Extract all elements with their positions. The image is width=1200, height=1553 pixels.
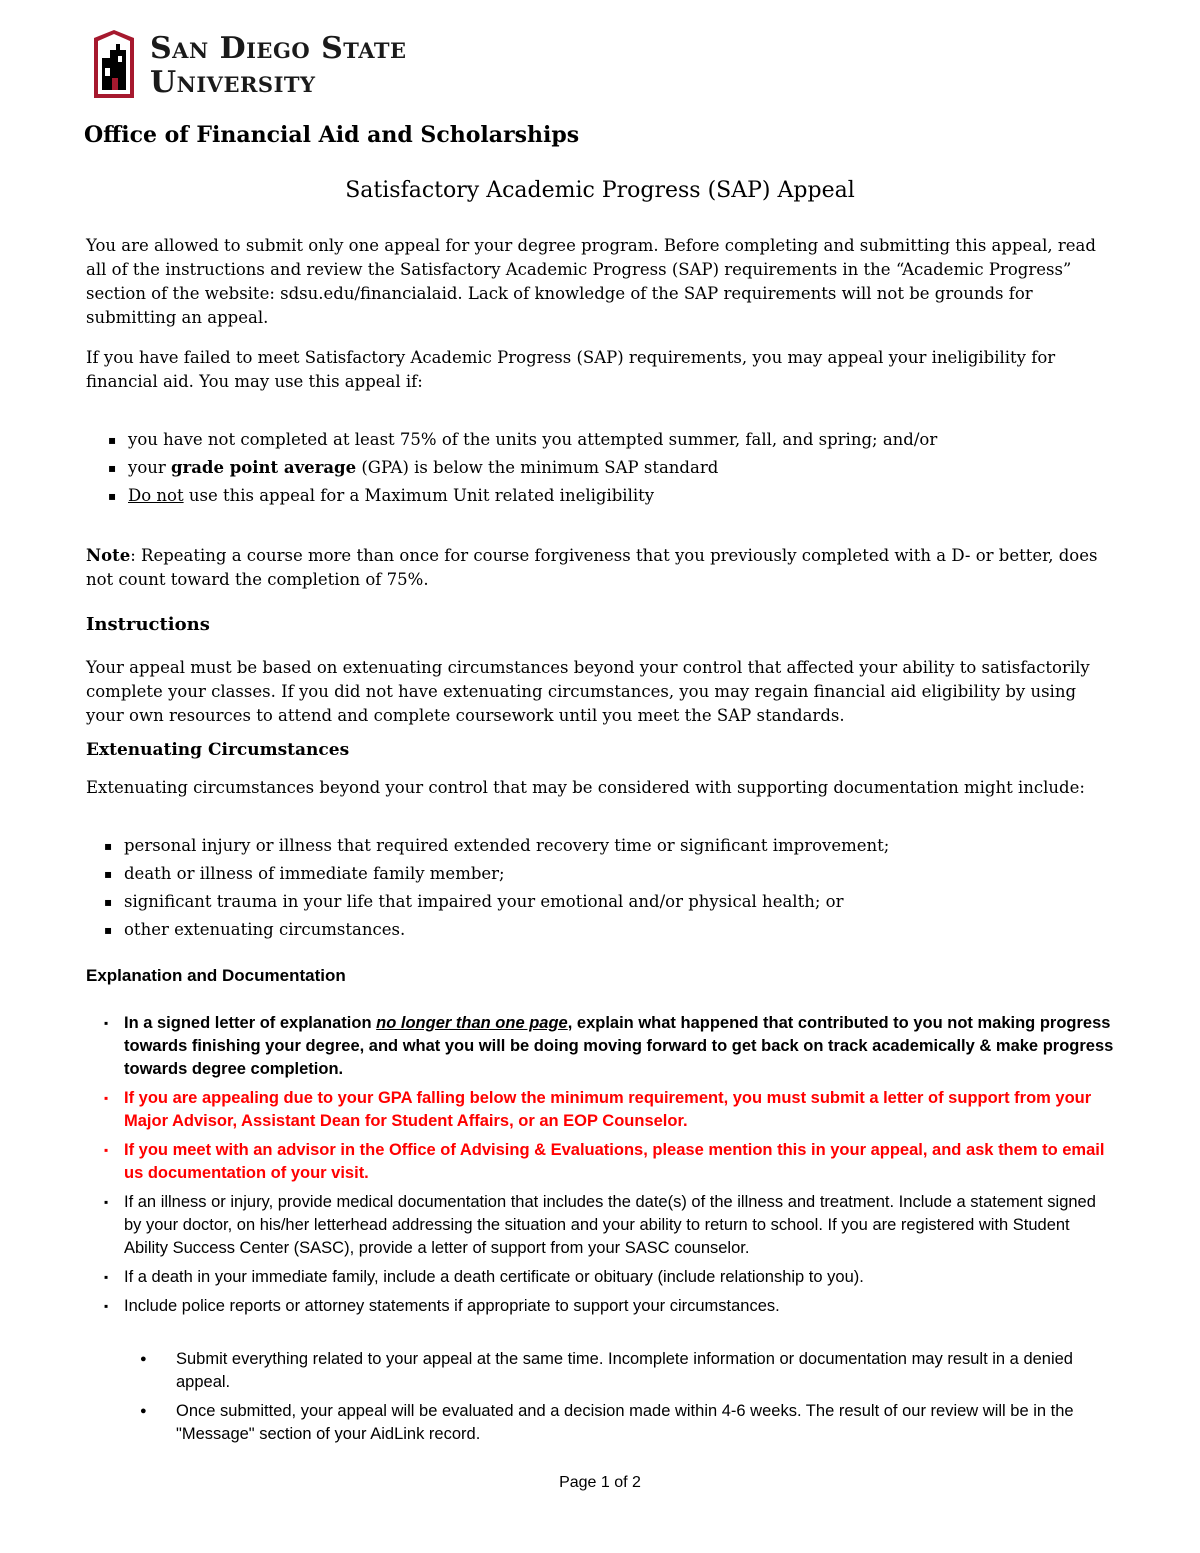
list-item: ▪ your grade point average (GPA) is below the minimum SAP standard xyxy=(108,454,1128,482)
logo-line-1: San Diego State xyxy=(150,31,407,66)
explanation-list xyxy=(104,1012,1114,1324)
extenuating-list xyxy=(104,832,1124,944)
list-item: ▪ significant trauma in your life that impaired your emotional and/or physical health; or xyxy=(104,888,1124,916)
list-item: ▪ If an illness or injury, provide medical documentation that includes the date(s) of the illness and treatment. Include a statement signed by your doctor, on his/her letterhead addressing the situation and your ability to return to school. If you are registered with Student Ability Success Center (SASC), provide a letter of support from your SASC counselor. xyxy=(104,1191,1114,1260)
list-item: ▪ In a signed letter of explanation no longer than one page, explain what happened that contributed to you not making progress towards finishing your degree, and what you will be doing moving forward to get back on track academically & make progress towards degree completion. xyxy=(104,1012,1114,1081)
intro-paragraph-1: You are allowed to submit only one appeal for your degree program. Before completing and submitting this appeal, read all of the instructions and review the Satisfactory Academic Progress (SAP) requirements in the “Academic Progress” section of the website: sdsu.edu/financialaid. Lack of knowledge of the SAP requirements will not be grounds for submitting an appeal. xyxy=(86,236,1096,327)
appeal-conditions-list xyxy=(108,426,1128,510)
list-item: ● Once submitted, your appeal will be evaluated and a decision made within 4-6 weeks. The result of our review will be in the "Message" section of your AidLink record. xyxy=(140,1400,1100,1446)
sdsu-shield-icon xyxy=(92,28,136,100)
extenuating-paragraph: Extenuating circumstances beyond your control that may be considered with supporting documentation might include: xyxy=(86,778,1085,797)
submission-notes-list xyxy=(140,1348,1100,1452)
list-item: ▪ Include police reports or attorney statements if appropriate to support your circumstances. xyxy=(104,1295,1114,1318)
explanation-heading: Explanation and Documentation xyxy=(86,966,346,985)
list-item: ▪ you have not completed at least 75% of the units you attempted summer, fall, and spring; and/or xyxy=(108,426,1128,454)
list-item: ▪ If you are appealing due to your GPA falling below the minimum requirement, you must submit a letter of support from your Major Advisor, Assistant Dean for Student Affairs, or an EOP Counselor. xyxy=(104,1087,1114,1133)
list-item: ▪ If you meet with an advisor in the Office of Advising & Evaluations, please mention this in your appeal, and ask them to email us documentation of your visit. xyxy=(104,1139,1114,1185)
list-item: ▪ Do not use this appeal for a Maximum Unit related ineligibility xyxy=(108,482,1128,510)
logo-wordmark xyxy=(150,32,407,100)
page-number: Page 1 of 2 xyxy=(559,1474,641,1491)
university-logo xyxy=(92,28,407,104)
intro-paragraph-2: If you have failed to meet Satisfactory Academic Progress (SAP) requirements, you may appeal your ineligibility for financial aid. You may use this appeal if: xyxy=(86,348,1056,391)
list-item: ▪ personal injury or illness that required extended recovery time or significant improvement; xyxy=(104,832,1124,860)
extenuating-heading: Extenuating Circumstances xyxy=(86,740,350,760)
instructions-heading: Instructions xyxy=(86,614,210,635)
note-paragraph: Note: Repeating a course more than once for course forgiveness that you previously completed with a D- or better, does not count toward the completion of 75%. xyxy=(86,546,1098,589)
list-item: ● Submit everything related to your appeal at the same time. Incomplete information or documentation may result in a denied appeal. xyxy=(140,1348,1100,1394)
logo-line-2: University xyxy=(150,65,316,100)
list-item: ▪ death or illness of immediate family member; xyxy=(104,860,1124,888)
office-title: Office of Financial Aid and Scholarships xyxy=(84,122,580,148)
instructions-paragraph: Your appeal must be based on extenuating circumstances beyond your control that affected your ability to satisfactorily complete your classes. If you did not have extenuating circumstances, you may regain financial aid eligibility by using your own resources to attend and complete coursework until you meet the SAP standards. xyxy=(86,658,1090,725)
list-item: ▪ If a death in your immediate family, include a death certificate or obituary (include relationship to you). xyxy=(104,1266,1114,1289)
document-title: Satisfactory Academic Progress (SAP) Appeal xyxy=(345,178,855,203)
list-item: ▪ other extenuating circumstances. xyxy=(104,916,1124,944)
